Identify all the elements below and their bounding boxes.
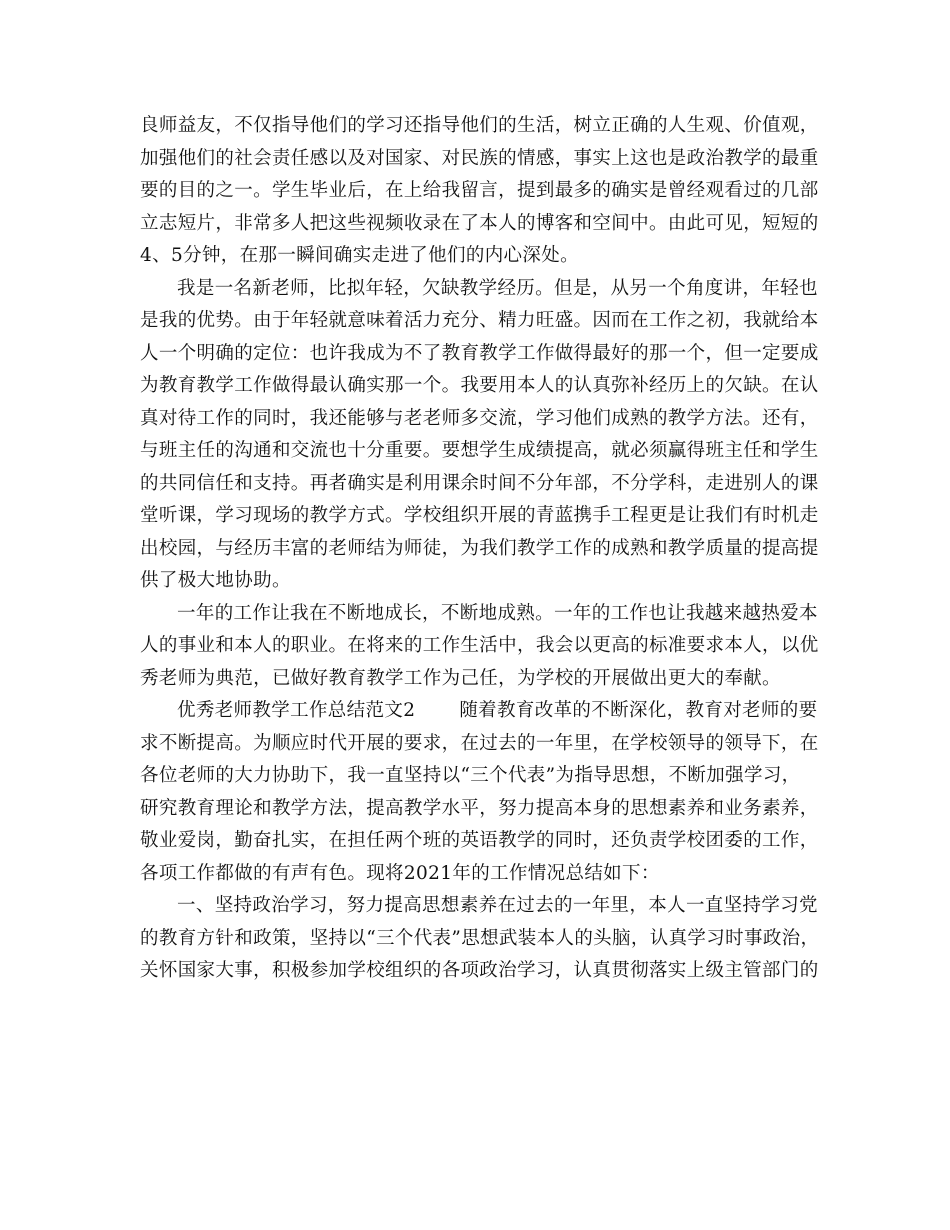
paragraph-2-line-2: 是我的优势。由于年轻就意味着活力充分、精力旺盛。因而在工作之初，我就给本 [140, 310, 819, 331]
section-heading: 优秀老师教学工作总结范文2 [177, 700, 416, 721]
paragraph-1-line-1: 良师益友，不仅指导他们的学习还指导他们的生活，树立正确的人生观、价值观， [140, 115, 819, 136]
paragraph-2-line-5: 真对待工作的同时，我还能够与老老师多交流，学习他们成熟的教学方法。还有， [140, 407, 819, 429]
paragraph-5-line-1: 一、坚持政治学习，努力提高思想素养在过去的一年里，本人一直坚持学习党 [177, 895, 818, 916]
paragraph-2-line-1: 我是一名新老师，比拟年轻，欠缺教学经历。但是，从另一个角度讲，年轻也 [177, 277, 818, 299]
paragraph-1-line-5: 4、5分钟，在那一瞬间确实走进了他们的内心深处。 [140, 245, 579, 266]
paragraph-4-line-1 [140, 695, 820, 728]
paragraph-1-line-4: 立志短片，非常多人把这些视频收录在了本人的博客和空间中。由此可见，短短的 [140, 212, 819, 234]
paragraph-4-line-5: 敬业爱岗，勤奋扎实，在担任两个班的英语教学的同时，还负责学校团委的工作， [140, 830, 819, 851]
paragraph-2-line-6: 与班主任的沟通和交流也十分重要。要想学生成绩提高，就必须赢得班主任和学生 [140, 440, 819, 461]
paragraph-3-line-2: 人的事业和本人的职业。在将来的工作生活中，我会以更高的标准要求本人，以优 [140, 635, 819, 656]
paragraph-4-line-3: 各位老师的大力协助下，我一直坚持以“三个代表”为指导思想，不断加强学习， [140, 765, 801, 786]
paragraph-5-line-3: 关怀国家大事，积极参加学校组织的各项政治学习，认真贯彻落实上级主管部门的 [140, 960, 819, 981]
paragraph-3-line-3: 秀老师为典范，已做好教育教学工作为己任，为学校的开展做出更大的奉献。 [140, 667, 781, 689]
paragraph-4-line-2: 求不断提高。为顺应时代开展的要求，在过去的一年里，在学校领导的领导下，在 [140, 732, 819, 754]
paragraph-2-line-3: 人一个明确的定位：也许我成为不了教育教学工作做得最好的那一个，但一定要成 [140, 342, 819, 364]
paragraph-3-line-1: 一年的工作让我在不断地成长，不断地成熟。一年的工作也让我越来越热爱本 [177, 602, 818, 624]
paragraph-1-line-2: 加强他们的社会责任感以及对国家、对民族的情感，事实上这也是政治教学的最重 [140, 147, 819, 169]
paragraph-2-line-9: 出校园，与经历丰富的老师结为师徒，为我们教学工作的成熟和教学质量的提高提 [140, 537, 819, 559]
paragraph-4-line-4: 研究教育理论和教学方法，提高教学水平，努力提高本身的思想素养和业务素养， [140, 797, 819, 819]
paragraph-1-line-3: 要的目的之一。学生毕业后，在上给我留言，提到最多的确实是曾经观看过的几部 [140, 180, 819, 201]
paragraph-2-line-4: 为教育教学工作做得最认确实那一个。我要用本人的认真弥补经历上的欠缺。在认 [140, 375, 819, 396]
paragraph-2-line-8: 堂听课，学习现场的教学方式。学校组织开展的青蓝携手工程更是让我们有时机走 [140, 505, 819, 526]
paragraph-4-line-1-text: 随着教育改革的不断深化，教育对老师的要 [459, 700, 818, 721]
paragraph-2-line-7: 的共同信任和支持。再者确实是利用课余时间不分年部，不分学科，走进别人的课 [140, 472, 819, 494]
document-body [140, 110, 820, 988]
paragraph-4-line-6: 各项工作都做的有声有色。现将2021年的工作情况总结如下： [140, 862, 660, 884]
paragraph-2-line-10: 供了极大地协助。 [140, 570, 291, 591]
paragraph-5-line-2: 的教育方针和政策，坚持以“三个代表”思想武装本人的头脑，认真学习时事政治， [140, 927, 820, 949]
